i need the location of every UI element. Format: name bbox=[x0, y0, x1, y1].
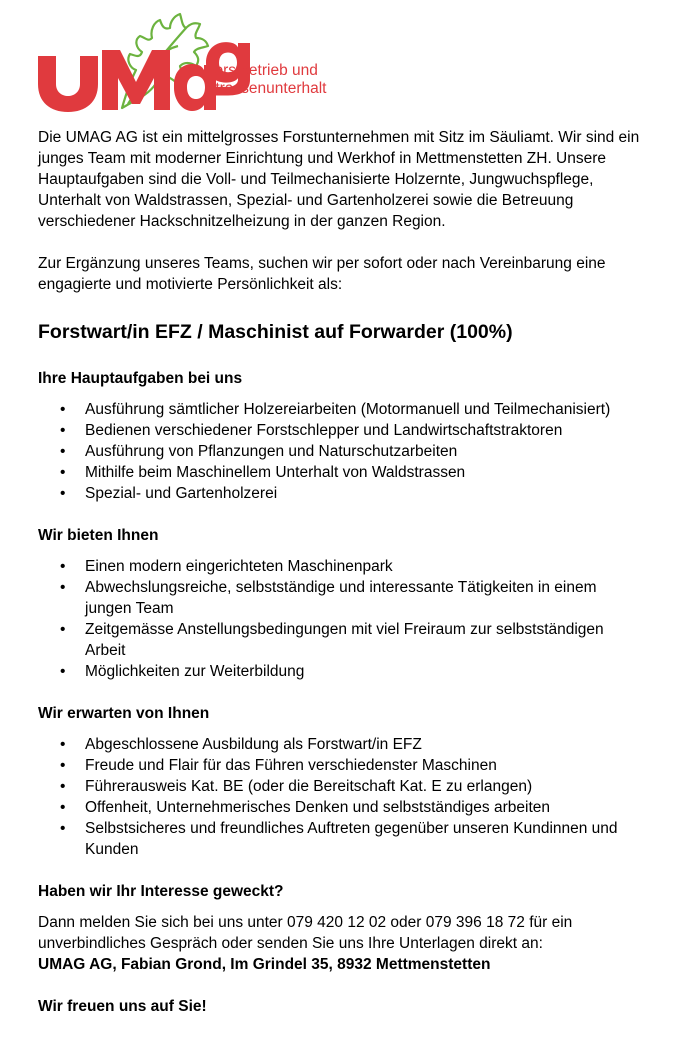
expect-list bbox=[38, 734, 644, 860]
tasks-list bbox=[38, 399, 644, 504]
list-item: • Spezial- und Gartenholzerei bbox=[38, 483, 644, 504]
list-item: • Selbstsicheres und freundliches Auftreten gegenüber unseren Kundinnen und Kunden bbox=[38, 818, 644, 860]
intro-paragraph: Die UMAG AG ist ein mittelgrosses Forstunternehmen mit Sitz im Säuliamt. Wir sind ein junges Team mit moderner Einrichtung und Werkhof in Mettmenstetten ZH. Unsere Hauptaufgaben sind die Voll- und Teilmechanisierte Holzernte, Jungwuchspflege, Unterhalt von Waldstrassen, Spezial- und Gartenholzerei sowie die Betreuung verschiedener Hackschnitzelheizung in der ganzen Region. bbox=[38, 129, 640, 230]
tagline-line-1: Forstbetrieb und bbox=[205, 62, 318, 79]
contact-text: Dann melden Sie sich bei uns unter 079 420 12 02 oder 079 396 18 72 für ein unverbindliches Gespräch oder senden Sie uns Ihre Unterlagen direkt an: bbox=[38, 914, 573, 952]
list-item: • Möglichkeiten zur Weiterbildung bbox=[38, 661, 644, 682]
list-item: • Abwechslungsreiche, selbstständige und interessante Tätigkeiten in einem jungen Team bbox=[38, 577, 644, 619]
job-ad-body bbox=[38, 127, 644, 1017]
list-item: • Abgeschlossene Ausbildung als Forstwart/in EFZ bbox=[38, 734, 644, 755]
list-item: • Einen modern eingerichteten Maschinenpark bbox=[38, 556, 644, 577]
list-item: • Ausführung von Pflanzungen und Naturschutzarbeiten bbox=[38, 441, 644, 462]
list-item: • Offenheit, Unternehmerisches Denken und selbstständiges arbeiten bbox=[38, 797, 644, 818]
logo-tagline bbox=[205, 62, 327, 98]
list-item: • Mithilfe beim Maschinellem Unterhalt von Waldstrassen bbox=[38, 462, 644, 483]
list-item: • Ausführung sämtlicher Holzereiarbeiten (Motormanuell und Teilmechanisiert) bbox=[38, 399, 644, 420]
lead-paragraph: Zur Ergänzung unseres Teams, suchen wir per sofort oder nach Vereinbarung eine engagierte und motivierte Persönlichkeit als: bbox=[38, 255, 606, 293]
tasks-heading: Ihre Hauptaufgaben bei uns bbox=[38, 370, 243, 387]
contact-heading: Haben wir Ihr Interesse geweckt? bbox=[38, 883, 284, 900]
list-item: • Freude und Flair für das Führen verschiedenster Maschinen bbox=[38, 755, 644, 776]
list-item: • Zeitgemässe Anstellungsbedingungen mit viel Freiraum zur selbstständigen Arbeit bbox=[38, 619, 644, 661]
contact-address: UMAG AG, Fabian Grond, Im Grindel 35, 8932 Mettmenstetten bbox=[38, 956, 491, 973]
closing-line: Wir freuen uns auf Sie! bbox=[38, 998, 207, 1015]
expect-heading: Wir erwarten von Ihnen bbox=[38, 705, 210, 722]
list-item: • Führerausweis Kat. BE (oder die Bereitschaft Kat. E zu erlangen) bbox=[38, 776, 644, 797]
tagline-line-2: Strassenunterhalt bbox=[205, 80, 327, 97]
offer-heading: Wir bieten Ihnen bbox=[38, 527, 159, 544]
list-item: • Bedienen verschiedener Forstschlepper und Landwirtschaftstraktoren bbox=[38, 420, 644, 441]
offer-list bbox=[38, 556, 644, 682]
job-title: Forstwart/in EFZ / Maschinist auf Forwarder (100%) bbox=[38, 321, 513, 343]
